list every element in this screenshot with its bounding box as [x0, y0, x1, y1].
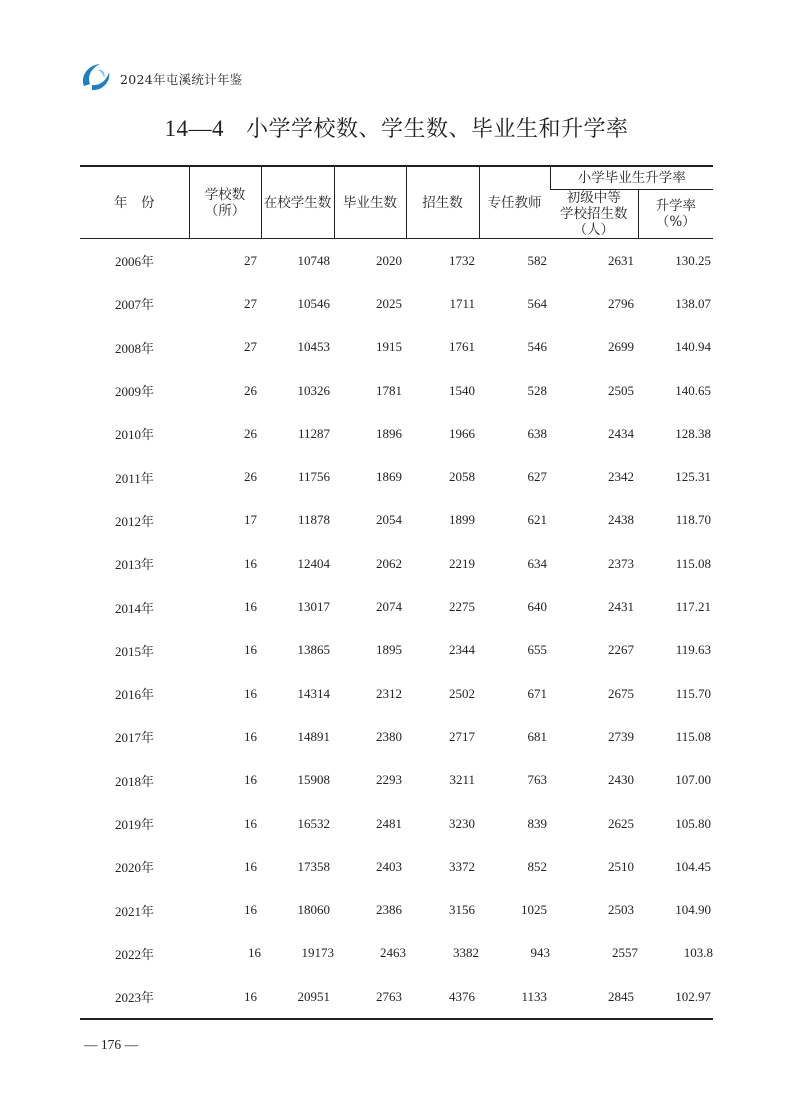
recruits-cell: 1899	[449, 512, 475, 528]
recruits-cell: 2275	[449, 599, 475, 615]
rate-cell: 130.25	[675, 252, 711, 268]
table-row	[80, 369, 713, 412]
year-cell: 2019年	[114, 817, 154, 832]
col-recruits-header: 招生数	[406, 166, 479, 239]
graduates-cell: 2020	[376, 252, 402, 268]
recruits-cell: 2502	[449, 685, 475, 701]
schools-cell: 16	[244, 858, 257, 874]
junior-recruits-cell: 2505	[608, 382, 634, 398]
year-cell: 2021年	[114, 903, 154, 919]
rate-cell: 128.38	[675, 425, 711, 441]
enrolled-cell: 13865	[297, 642, 330, 658]
teachers-cell: 634	[527, 555, 547, 571]
enrolled-cell: 19173	[301, 945, 334, 961]
year-cell: 2022年	[114, 946, 154, 962]
graduates-cell: 2312	[376, 685, 402, 701]
rate-cell: 102.97	[638, 975, 713, 1019]
enrolled-cell: 10546	[297, 295, 330, 311]
graduates-cell: 2463	[380, 945, 406, 961]
graduates-cell: 2380	[376, 728, 402, 744]
schools-cell: 27	[244, 295, 257, 311]
graduates-cell: 2403	[376, 858, 402, 874]
rate-cell: 115.08	[675, 728, 711, 744]
schools-cell: 16	[244, 728, 257, 744]
recruits-cell: 4376	[406, 975, 479, 1019]
table-row	[80, 282, 713, 325]
junior-recruits-cell: 2796	[608, 295, 634, 311]
year-cell: 2008年	[114, 340, 154, 356]
teachers-cell: 839	[527, 815, 547, 831]
rate-cell: 118.70	[675, 512, 711, 528]
recruits-cell: 2058	[449, 469, 475, 485]
enrolled-cell: 10453	[297, 339, 330, 355]
col-graduates-header: 毕业生数	[334, 166, 406, 239]
table-row	[80, 715, 713, 758]
enrolled-cell: 11287	[297, 425, 330, 441]
enrolled-cell: 18060	[297, 902, 330, 918]
enrolled-cell: 12404	[297, 555, 330, 571]
junior-recruits-cell: 2267	[608, 642, 634, 658]
table-number: 14—4	[164, 116, 224, 141]
rate-cell: 140.65	[675, 382, 711, 398]
yearbook-logo-icon	[78, 60, 114, 94]
junior-recruits-cell: 2434	[608, 425, 634, 441]
graduates-cell: 2763	[334, 975, 406, 1019]
teachers-cell: 681	[527, 728, 547, 744]
junior-recruits-cell: 2557	[612, 945, 638, 961]
junior-recruits-cell: 2342	[608, 469, 634, 485]
year-cell: 2012年	[114, 513, 154, 529]
graduates-cell: 2054	[376, 512, 402, 528]
rate-cell: 140.94	[675, 339, 711, 355]
junior-recruits-cell: 2675	[608, 685, 634, 701]
graduates-cell: 2481	[376, 815, 402, 831]
page-header	[78, 60, 243, 94]
statistics-table	[80, 165, 713, 1020]
year-cell: 2020年	[114, 860, 154, 876]
graduates-cell: 2062	[376, 555, 402, 571]
teachers-cell: 564	[527, 295, 547, 311]
junior-recruits-cell: 2503	[608, 902, 634, 918]
teachers-cell: 640	[527, 599, 547, 615]
table-row	[80, 455, 713, 498]
enrolled-cell: 16532	[297, 815, 330, 831]
schools-cell: 26	[244, 469, 257, 485]
table-row	[80, 629, 713, 672]
year-cell: 2017年	[114, 730, 154, 746]
graduates-cell: 1869	[376, 469, 402, 485]
junior-recruits-cell: 2631	[608, 252, 634, 268]
table-row	[80, 932, 713, 975]
table-row	[80, 239, 713, 283]
year-cell: 2016年	[114, 687, 154, 703]
rate-cell: 104.90	[675, 902, 711, 918]
rate-cell: 104.45	[675, 858, 711, 874]
graduates-cell: 2025	[376, 295, 402, 311]
year-cell: 2009年	[114, 384, 154, 400]
schools-cell: 16	[244, 555, 257, 571]
book-title: 2024年屯溪统计年鉴	[120, 72, 243, 87]
junior-recruits-cell: 2430	[608, 772, 634, 788]
graduates-cell: 1896	[376, 425, 402, 441]
enrolled-cell: 20951	[261, 975, 334, 1019]
junior-recruits-cell: 2699	[608, 339, 634, 355]
rate-cell: 115.70	[675, 685, 711, 701]
table-row	[80, 499, 713, 542]
year-cell: 2007年	[114, 297, 154, 313]
schools-cell: 16	[244, 772, 257, 788]
recruits-cell: 2717	[449, 728, 475, 744]
schools-cell: 27	[244, 339, 257, 355]
schools-cell: 16	[248, 945, 261, 961]
col-schools-header: 学校数 （所）	[189, 166, 261, 239]
graduates-cell: 2074	[376, 599, 402, 615]
year-cell: 2015年	[114, 643, 154, 659]
year-cell: 2013年	[114, 557, 154, 573]
recruits-cell: 3230	[449, 815, 475, 831]
schools-cell: 26	[244, 382, 257, 398]
enrolled-cell: 14891	[297, 728, 330, 744]
recruits-cell: 2219	[449, 555, 475, 571]
col-year-header: 年 份	[80, 166, 189, 239]
recruits-cell: 1761	[449, 339, 475, 355]
teachers-cell: 943	[530, 945, 550, 961]
teachers-cell: 763	[527, 772, 547, 788]
year-cell: 2018年	[114, 773, 154, 789]
enrolled-cell: 10326	[297, 382, 330, 398]
graduates-cell: 1781	[376, 382, 402, 398]
enrolled-cell: 14314	[297, 685, 330, 701]
col-junior-recruits-header: 初级中等 学校招生数 （人）	[550, 190, 638, 239]
year-cell: 2023年	[80, 975, 189, 1019]
recruits-cell: 3372	[449, 858, 475, 874]
rate-cell: 107.00	[675, 772, 711, 788]
teachers-cell: 638	[527, 425, 547, 441]
junior-recruits-cell: 2510	[608, 858, 634, 874]
graduates-cell: 2386	[376, 902, 402, 918]
graduates-cell: 2293	[376, 772, 402, 788]
recruits-cell: 2344	[449, 642, 475, 658]
table-row	[80, 888, 713, 931]
year-cell: 2010年	[114, 427, 154, 443]
enrolled-cell: 17358	[297, 858, 330, 874]
recruits-cell: 3156	[449, 902, 475, 918]
recruits-cell: 1711	[449, 295, 475, 311]
rate-cell: 115.08	[675, 555, 711, 571]
rate-cell: 119.63	[675, 642, 711, 658]
table-row	[80, 672, 713, 715]
recruits-cell: 1966	[449, 425, 475, 441]
junior-recruits-cell: 2438	[608, 512, 634, 528]
teachers-cell: 1133	[479, 975, 550, 1019]
enrolled-cell: 11756	[297, 469, 330, 485]
junior-recruits-cell: 2625	[608, 815, 634, 831]
schools-cell: 26	[244, 425, 257, 441]
teachers-cell: 627	[527, 469, 547, 485]
graduates-cell: 1895	[376, 642, 402, 658]
recruits-cell: 3211	[449, 772, 475, 788]
table-title-text: 小学学校数、学生数、毕业生和升学率	[245, 117, 629, 142]
junior-recruits-cell: 2845	[550, 975, 638, 1019]
year-cell: 2006年	[114, 254, 154, 270]
col-enrolled-header: 在校学生数	[261, 166, 334, 239]
enrolled-cell: 11878	[297, 512, 330, 528]
teachers-cell: 621	[527, 512, 547, 528]
schools-cell: 16	[189, 975, 261, 1019]
schools-cell: 16	[244, 685, 257, 701]
junior-recruits-cell: 2373	[608, 555, 634, 571]
col-rate-header: 升学率 （%）	[638, 190, 713, 239]
rate-cell: 103.8	[683, 945, 713, 961]
enrolled-cell: 13017	[297, 599, 330, 615]
table-row	[80, 802, 713, 845]
table-title	[0, 112, 793, 143]
table-row	[80, 585, 713, 628]
recruits-cell: 1732	[449, 252, 475, 268]
table-row	[80, 412, 713, 455]
schools-cell: 27	[244, 252, 257, 268]
teachers-cell: 546	[527, 339, 547, 355]
teachers-cell: 655	[527, 642, 547, 658]
table-row	[80, 975, 713, 1019]
page-number: — 176 —	[84, 1037, 138, 1052]
teachers-cell: 1025	[521, 902, 547, 918]
table-row	[80, 326, 713, 369]
rate-cell: 138.07	[675, 295, 711, 311]
rate-cell: 125.31	[675, 469, 711, 485]
enrolled-cell: 10748	[297, 252, 330, 268]
year-cell: 2011年	[115, 470, 154, 486]
schools-cell: 16	[244, 902, 257, 918]
rate-cell: 105.80	[675, 815, 711, 831]
schools-cell: 16	[244, 642, 257, 658]
table-row	[80, 845, 713, 888]
junior-recruits-cell: 2739	[608, 728, 634, 744]
enrolled-cell: 15908	[297, 772, 330, 788]
year-cell: 2014年	[114, 600, 154, 616]
teachers-cell: 582	[527, 252, 547, 268]
teachers-cell: 528	[527, 382, 547, 398]
table-row	[80, 542, 713, 585]
junior-recruits-cell: 2431	[608, 599, 634, 615]
graduates-cell: 1915	[376, 339, 402, 355]
col-group-header: 小学毕业生升学率	[550, 166, 713, 190]
table-row	[80, 759, 713, 802]
recruits-cell: 3382	[453, 945, 479, 961]
col-teachers-header: 专任教师	[479, 166, 550, 239]
schools-cell: 16	[244, 815, 257, 831]
rate-cell: 117.21	[675, 599, 711, 615]
schools-cell: 17	[244, 512, 257, 528]
schools-cell: 16	[244, 599, 257, 615]
recruits-cell: 1540	[449, 382, 475, 398]
teachers-cell: 671	[527, 685, 547, 701]
teachers-cell: 852	[527, 858, 547, 874]
